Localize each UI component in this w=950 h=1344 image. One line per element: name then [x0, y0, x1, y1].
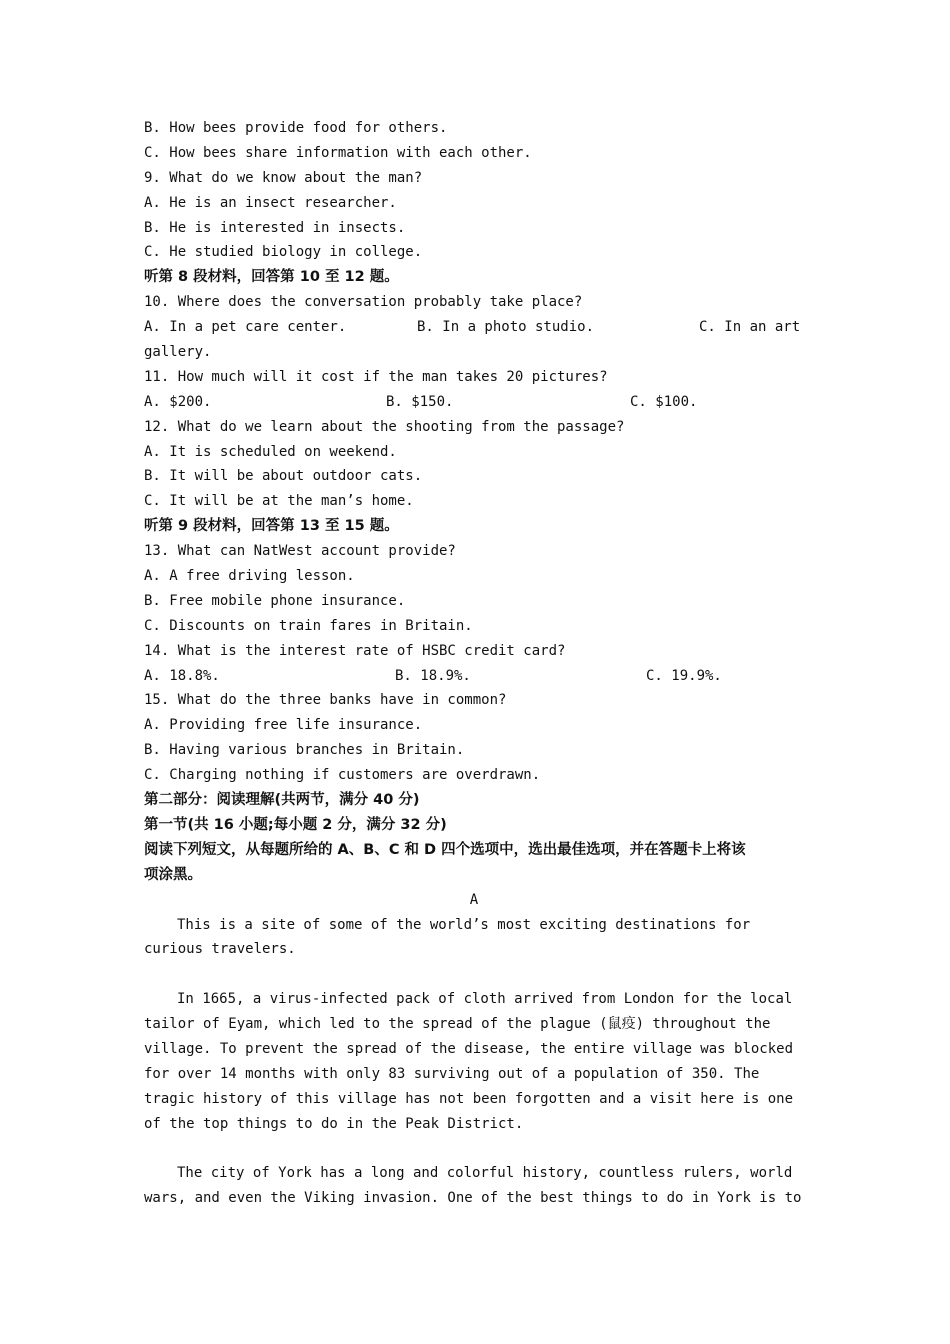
q12-option-c: C. It will be at the man’s home.	[144, 493, 414, 510]
instructions-line-2: 项涂黑。	[144, 866, 202, 883]
document-page	[144, 116, 804, 1211]
q11-option-a: A. $200.	[144, 393, 212, 410]
q8-option-b: B. How bees provide food for others.	[144, 120, 448, 136]
question-10: 10. Where does the conversation probably take place?	[144, 294, 583, 311]
intro-line-1: This is a site of some of the world’s most exciting destinations for	[177, 916, 751, 933]
section-1-heading: 第一节(共 16 小题;每小题 2 分，满分 32 分)	[144, 816, 447, 833]
part-2-heading: 第二部分：阅读理解(共两节，满分 40 分)	[144, 792, 420, 809]
section-8-heading: 听第 8 段材料，回答第 10 至 12 题。	[144, 269, 399, 286]
q14-option-a: A. 18.8%.	[144, 667, 220, 684]
q12-option-b: B. It will be about outdoor cats.	[144, 468, 423, 485]
eyam-line-2: tailor of Eyam, which led to the spread of the plague (鼠疫) throughout the	[144, 1016, 771, 1033]
question-14: 14. What is the interest rate of HSBC credit card?	[144, 642, 566, 659]
q14-option-b: B. 18.9%.	[395, 667, 471, 684]
eyam-line-6: of the top things to do in the Peak District.	[144, 1115, 524, 1132]
q11-option-c: C. $100.	[630, 393, 698, 410]
eyam-line-3: village. To prevent the spread of the disease, the entire village was blocked	[144, 1040, 794, 1057]
instructions-line-1: 阅读下列短文，从每题所给的 A、B、C 和 D 四个选项中，选出最佳选项，并在答题卡上将该	[144, 841, 746, 858]
q10-options	[144, 315, 804, 340]
intro-line-2: curious travelers.	[144, 941, 296, 958]
q8-option-c: C. How bees share information with each other.	[144, 144, 532, 161]
q12-option-a: A. It is scheduled on weekend.	[144, 443, 397, 460]
q10-option-a: A. In a pet care center.	[144, 319, 347, 336]
q11-options	[144, 390, 804, 415]
eyam-line-5: tragic history of this village has not been forgotten and a visit here is one	[144, 1090, 794, 1107]
q9-option-b: B. He is interested in insects.	[144, 219, 406, 236]
section-9-heading: 听第 9 段材料，回答第 13 至 15 题。	[144, 518, 399, 535]
q11-option-b: B. $150.	[386, 393, 454, 410]
eyam-heading	[144, 962, 804, 987]
york-heading	[144, 1137, 804, 1162]
q15-option-a: A. Providing free life insurance.	[144, 717, 423, 734]
york-line-2: wars, and even the Viking invasion. One of the best things to do in York is to	[144, 1190, 802, 1207]
question-9: 9. What do we know about the man?	[144, 169, 423, 186]
question-12: 12. What do we learn about the shooting from the passage?	[144, 418, 625, 435]
q14-option-c: C. 19.9%.	[646, 667, 722, 684]
question-15: 15. What do the three banks have in common?	[144, 692, 507, 709]
question-11: 11. How much will it cost if the man takes 20 pictures?	[144, 368, 608, 385]
q13-option-c: C. Discounts on train fares in Britain.	[144, 617, 473, 634]
q15-option-c: C. Charging nothing if customers are overdrawn.	[144, 767, 541, 784]
q9-option-c: C. He studied biology in college.	[144, 244, 423, 261]
eyam-line-1: In 1665, a virus-infected pack of cloth arrived from London for the local	[177, 991, 793, 1008]
q10-option-c: C. In an art	[699, 319, 801, 336]
q10-option-c-continued: gallery.	[144, 344, 212, 361]
question-13: 13. What can NatWest account provide?	[144, 543, 456, 560]
q15-option-b: B. Having various branches in Britain.	[144, 742, 465, 759]
q9-option-a: A. He is an insect researcher.	[144, 194, 397, 211]
passage-label: A	[469, 891, 479, 908]
york-line-1: The city of York has a long and colorful history, countless rulers, world	[177, 1165, 793, 1182]
q14-options	[144, 664, 804, 689]
eyam-line-4: for over 14 months with only 83 surviving out of a population of 350. The	[144, 1065, 760, 1082]
q13-option-b: B. Free mobile phone insurance.	[144, 592, 406, 609]
q10-option-b: B. In a photo studio.	[417, 319, 595, 336]
q13-option-a: A. A free driving lesson.	[144, 568, 355, 585]
